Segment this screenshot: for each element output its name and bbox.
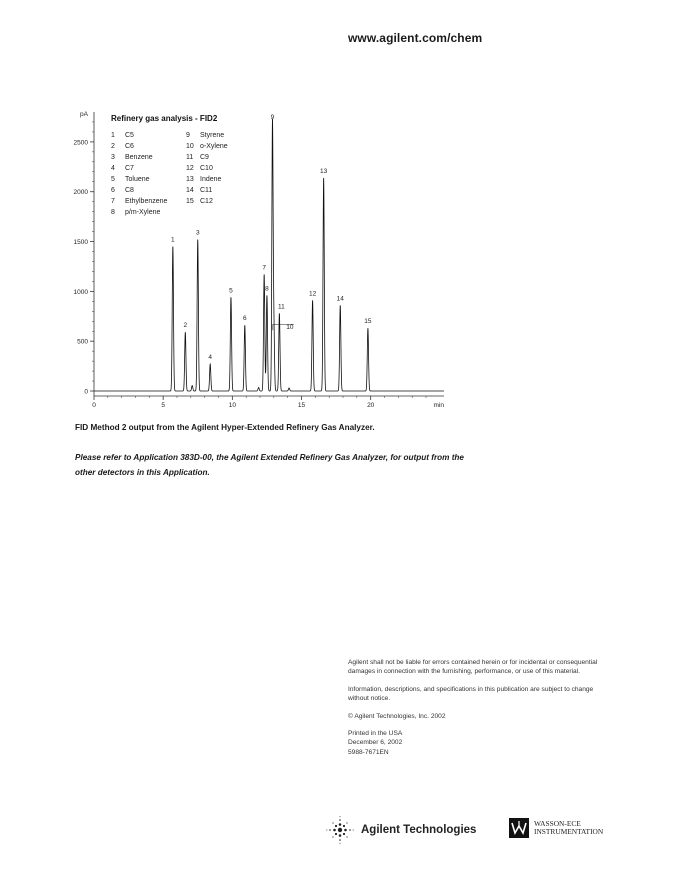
peak-label: 15 <box>364 318 372 326</box>
peak-label: 3 <box>195 229 200 237</box>
legend-number: 6 <box>111 187 115 194</box>
y-tick-label: 2000 <box>73 189 88 197</box>
peak-label: 5 <box>229 287 233 295</box>
agilent-spark-icon <box>325 815 355 845</box>
peak-label: 12 <box>308 290 317 298</box>
wasson-logo <box>509 818 603 838</box>
y-tick-label: 1500 <box>73 239 88 247</box>
peak-label: 8 <box>265 285 269 293</box>
legend-number: 2 <box>111 143 115 150</box>
wasson-w-icon <box>509 818 529 838</box>
legend-compound: Benzene <box>125 154 153 161</box>
peak-label: 6 <box>242 315 247 323</box>
peak-label: 4 <box>208 354 213 362</box>
x-tick-label: 0 <box>92 402 96 409</box>
legend-compound: C11 <box>200 187 213 194</box>
y-axis-label: pA <box>80 111 88 118</box>
peak-label: 13 <box>320 167 328 175</box>
legend-number: 4 <box>111 165 115 172</box>
legend-compound: Toluene <box>125 176 150 183</box>
legend-number: 8 <box>111 209 115 216</box>
x-tick-label: 15 <box>297 402 306 409</box>
y-tick-label: 1000 <box>73 288 88 296</box>
legend-number: 14 <box>186 187 194 194</box>
legend-number: 7 <box>111 198 115 205</box>
print-date: December 6, 2002 <box>348 739 403 747</box>
peak-label: 11 <box>278 303 285 311</box>
legend-number: 13 <box>186 176 194 183</box>
website-url[interactable]: www.agilent.com/chem <box>348 31 483 45</box>
legend-number: 12 <box>186 165 194 172</box>
legend-number: 3 <box>111 154 115 161</box>
legend-compound: C5 <box>125 132 134 139</box>
change-notice: Information, descriptions, and specifications in this publication are subject to change without notice. <box>348 685 594 703</box>
legend-compound: Styrene <box>200 132 225 139</box>
peak-label: 14 <box>336 295 344 303</box>
peak-label: 7 <box>262 264 266 272</box>
legend-compound: C9 <box>200 154 209 161</box>
legend-number: 15 <box>186 198 194 205</box>
chromatogram-chart <box>0 0 680 420</box>
agilent-logo <box>325 815 476 845</box>
peak-label: 9 <box>270 113 275 121</box>
chart-title: Refinery gas analysis - FID2 <box>111 114 218 123</box>
x-tick-label: 20 <box>367 402 375 409</box>
legend-compound: C6 <box>125 143 134 150</box>
disclaimer-block <box>348 658 610 757</box>
printed-location: Printed in the USA <box>348 730 403 738</box>
copyright-text: © Agilent Technologies, Inc. 2002 <box>348 712 446 720</box>
figure-caption: FID Method 2 output from the Agilent Hyper-Extended Refinery Gas Analyzer. <box>75 423 375 432</box>
x-tick-label: 10 <box>228 402 236 409</box>
legend-number: 10 <box>186 143 194 150</box>
x-tick-label: 5 <box>161 402 165 409</box>
legend-number: 9 <box>186 132 190 139</box>
legend-number: 5 <box>111 176 115 183</box>
y-tick-label: 2500 <box>73 139 88 147</box>
application-note: Please refer to Application 383D-00, the Agilent Extended Refinery Gas Analyzer, for output from the other detectors in this Application. <box>75 453 464 477</box>
y-tick-label: 500 <box>77 338 88 346</box>
y-tick-label: 0 <box>84 388 88 396</box>
legend-compound: Indene <box>200 176 222 183</box>
legend-compound: C8 <box>125 187 134 194</box>
legend-compound: C10 <box>200 165 213 172</box>
legend-number: 11 <box>186 154 194 161</box>
legend-number: 1 <box>111 132 115 139</box>
peak-label: 1 <box>171 236 175 244</box>
peak-label: 10 <box>286 324 294 332</box>
legend-compound: C7 <box>125 165 134 172</box>
x-axis-label: min <box>433 402 444 409</box>
wasson-name: WASSON-ECE <box>534 819 581 828</box>
legend-compound: Ethylbenzene <box>125 198 168 205</box>
wasson-division: INSTRUMENTATION <box>534 827 604 836</box>
legend-compound: C12 <box>200 198 213 205</box>
liability-text: Agilent shall not be liable for errors contained herein or for incidental or consequential damages in connection with the furnishing, performance, or use of this material. <box>348 659 598 676</box>
part-number: 5988-7671EN <box>348 748 389 756</box>
legend-compound: p/m-Xylene <box>125 209 161 216</box>
peak-label: 2 <box>183 322 188 330</box>
legend-compound: o-Xylene <box>200 143 228 150</box>
agilent-logo-text: Agilent Technologies <box>361 824 477 836</box>
